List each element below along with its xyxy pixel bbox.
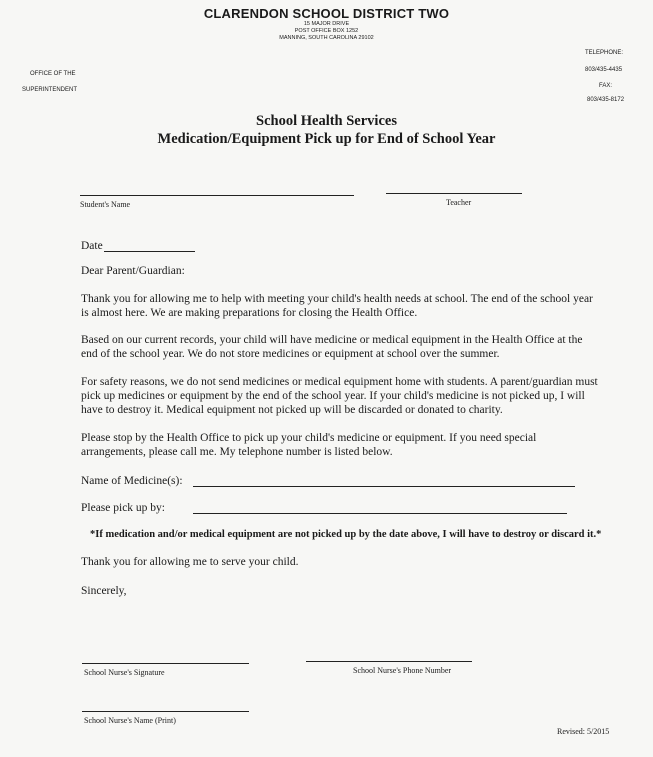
form-title: School Health Services	[256, 113, 397, 129]
warning-note: *If medication and/or medical equipment are not picked up by the date above, I will have to destroy or discard it.*	[90, 529, 602, 540]
pickup-label: Please pick up by:	[81, 502, 165, 514]
fax-number: 803/435-8172	[587, 97, 625, 103]
telephone-number: 803/435-4435	[585, 67, 623, 73]
paragraph-3-line-3: have to destroy it. Medical equipment not picked up will be discarded or donated to charity.	[81, 404, 503, 416]
paragraph-3-line-1: For safety reasons, we do not send medicines or medical equipment home with students. A parent/guardian must	[81, 376, 598, 388]
paragraph-2-line-2: end of the school year. We do not store medicines or equipment at school over the summer.	[81, 348, 500, 360]
thanks-line: Thank you for allowing me to serve your child.	[81, 556, 299, 568]
nurse-signature-line[interactable]	[82, 663, 249, 664]
nurse-name-line[interactable]	[82, 711, 249, 712]
student-name-label: Student's Name	[80, 200, 131, 209]
medicine-label: Name of Medicine(s):	[81, 475, 183, 487]
fax-label: FAX:	[599, 83, 613, 89]
revised-date: Revised: 5/2015	[557, 727, 610, 736]
teacher-label: Teacher	[446, 198, 472, 207]
superintendent-label: SUPERINTENDENT	[22, 87, 78, 93]
nurse-phone-label: School Nurse's Phone Number	[353, 666, 452, 675]
closing: Sincerely,	[81, 585, 127, 597]
nurse-phone-line[interactable]	[306, 661, 472, 662]
form-subtitle: Medication/Equipment Pick up for End of School Year	[157, 131, 496, 147]
date-label: Date	[81, 240, 103, 252]
medicine-line[interactable]	[193, 486, 575, 487]
office-label: OFFICE OF THE	[30, 71, 76, 77]
telephone-label: TELEPHONE:	[585, 50, 624, 56]
paragraph-4-line-1: Please stop by the Health Office to pick up your child's medicine or equipment. If you need special	[81, 432, 537, 444]
paragraph-1-line-2: is almost here. We are making preparations for closing the Health Office.	[81, 307, 418, 319]
address-line-1: 15 MAJOR DRIVE	[303, 21, 350, 27]
paragraph-3-line-2: pick up medicines or equipment by the end of the school year. If your child's medicine is not picked up, I will	[81, 390, 585, 402]
address-line-3: MANNING, SOUTH CAROLINA 29102	[279, 35, 374, 41]
paragraph-4-line-2: arrangements, please call me. My telephone number is listed below.	[81, 446, 393, 458]
pickup-line[interactable]	[193, 513, 567, 514]
paragraph-1-line-1: Thank you for allowing me to help with meeting your child's health needs at school. The end of the school year	[81, 293, 593, 305]
teacher-line[interactable]	[386, 193, 522, 194]
address-line-2: POST OFFICE BOX 1252	[294, 28, 359, 34]
paragraph-2-line-1: Based on our current records, your child will have medicine or medical equipment in the Health Office at the	[81, 334, 583, 346]
nurse-name-label: School Nurse's Name (Print)	[84, 716, 176, 725]
date-line[interactable]	[104, 251, 195, 252]
greeting: Dear Parent/Guardian:	[81, 265, 185, 277]
district-name: CLARENDON SCHOOL DISTRICT TWO	[203, 6, 450, 21]
nurse-signature-label: School Nurse's Signature	[84, 668, 165, 677]
student-name-line[interactable]	[80, 195, 354, 196]
